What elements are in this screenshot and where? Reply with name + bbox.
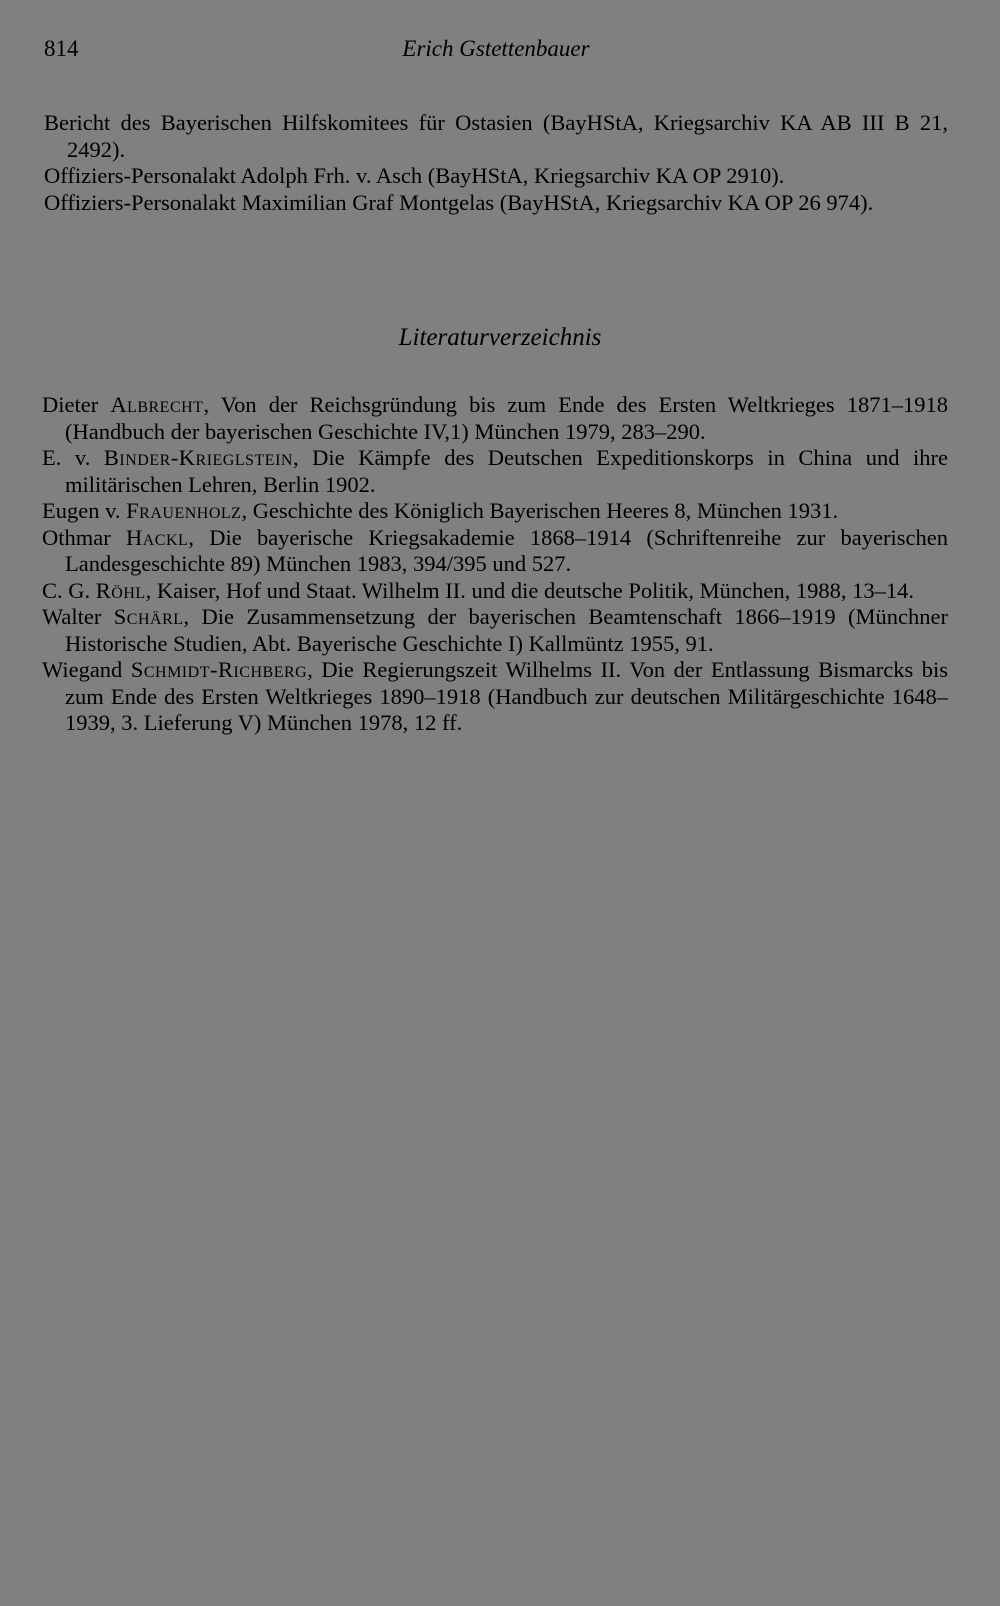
- author-surname: Binder-Krieglstein: [103, 445, 293, 470]
- bibliography-list: [42, 392, 948, 737]
- author-first-name: Eugen v.: [42, 498, 127, 523]
- source-entry: Offiziers-Personalakt Adolph Frh. v. Asch (BayHStA, Kriegsarchiv KA OP 2910).: [44, 163, 785, 188]
- source-entry: Bericht des Bayerischen Hilfskomitees für Ostasien (BayHStA, Kriegsarchiv KA AB III B 21, 2492).: [44, 110, 948, 162]
- author-first-name: C. G.: [42, 577, 96, 603]
- page-header: [44, 36, 948, 66]
- author-surname: Schmidt-Richberg: [130, 657, 308, 682]
- bibliography-entry: [42, 604, 948, 657]
- citation-text: , Geschichte des Königlich Bayerischen Heeres 8, München 1931.: [241, 498, 839, 523]
- citation-text: , Die Regierungszeit Wilhelms II. Von der Entlassung Bismarcks bis zum Ende des Ersten Weltkrieges 1890–1918 (Handbuch zur deutschen Militärgeschichte 1648–1939, 3. Lieferung V) München 1978, 12 ff.: [65, 657, 948, 735]
- author-first-name: Othmar: [42, 524, 126, 550]
- section-title: Literaturverzeichnis: [398, 324, 602, 351]
- author-first-name: Wiegand: [42, 657, 131, 682]
- citation-text: , Die bayerische Kriegsakademie 1868–1914 (Schriftenreihe zur bayerischen Landesgeschichte 89) München 1983, 394/395 und 527.: [65, 524, 948, 576]
- citation-text: , Kaiser, Hof und Staat. Wilhelm II. und die deutsche Politik, München, 1988, 13–14.: [145, 577, 914, 603]
- bibliography-entry: [42, 498, 948, 525]
- source-entry: Offiziers-Personalakt Maximilian Graf Montgelas (BayHStA, Kriegsarchiv KA OP 26 974).: [44, 189, 874, 215]
- bibliography-entry: [42, 578, 948, 605]
- bibliography-entry: [42, 657, 948, 737]
- archival-sources-list: [44, 110, 948, 216]
- running-title: Erich Gstettenbauer: [402, 36, 590, 61]
- citation-text: , Von der Reichsgründung bis zum Ende des Ersten Weltkrieges 1871–1918 (Handbuch der bayerischen Geschichte IV,1) München 1979, 283–290.: [65, 392, 949, 444]
- author-first-name: Dieter: [42, 392, 111, 417]
- author-first-name: Walter: [42, 604, 114, 629]
- author-surname: Hackl: [126, 524, 189, 550]
- bibliography-entry: [42, 445, 948, 498]
- bibliography-entry: [42, 392, 948, 445]
- author-surname: Röhl: [95, 577, 146, 603]
- author-surname: Albrecht: [110, 392, 204, 417]
- author-surname: Frauenholz: [126, 498, 242, 523]
- bibliography-entry: [42, 525, 948, 578]
- author-surname: Schärl: [113, 604, 184, 629]
- page-number: 814: [44, 36, 79, 61]
- author-first-name: E. v.: [42, 445, 104, 470]
- citation-text: , Die Kämpfe des Deutschen Expeditionskorps in China und ihre militärischen Lehren, Berlin 1902.: [65, 445, 948, 497]
- citation-text: , Die Zusammensetzung der bayerischen Beamtenschaft 1866–1919 (Münchner Historische Studien, Abt. Bayerische Geschichte I) Kallmüntz 1955, 91.: [65, 604, 949, 656]
